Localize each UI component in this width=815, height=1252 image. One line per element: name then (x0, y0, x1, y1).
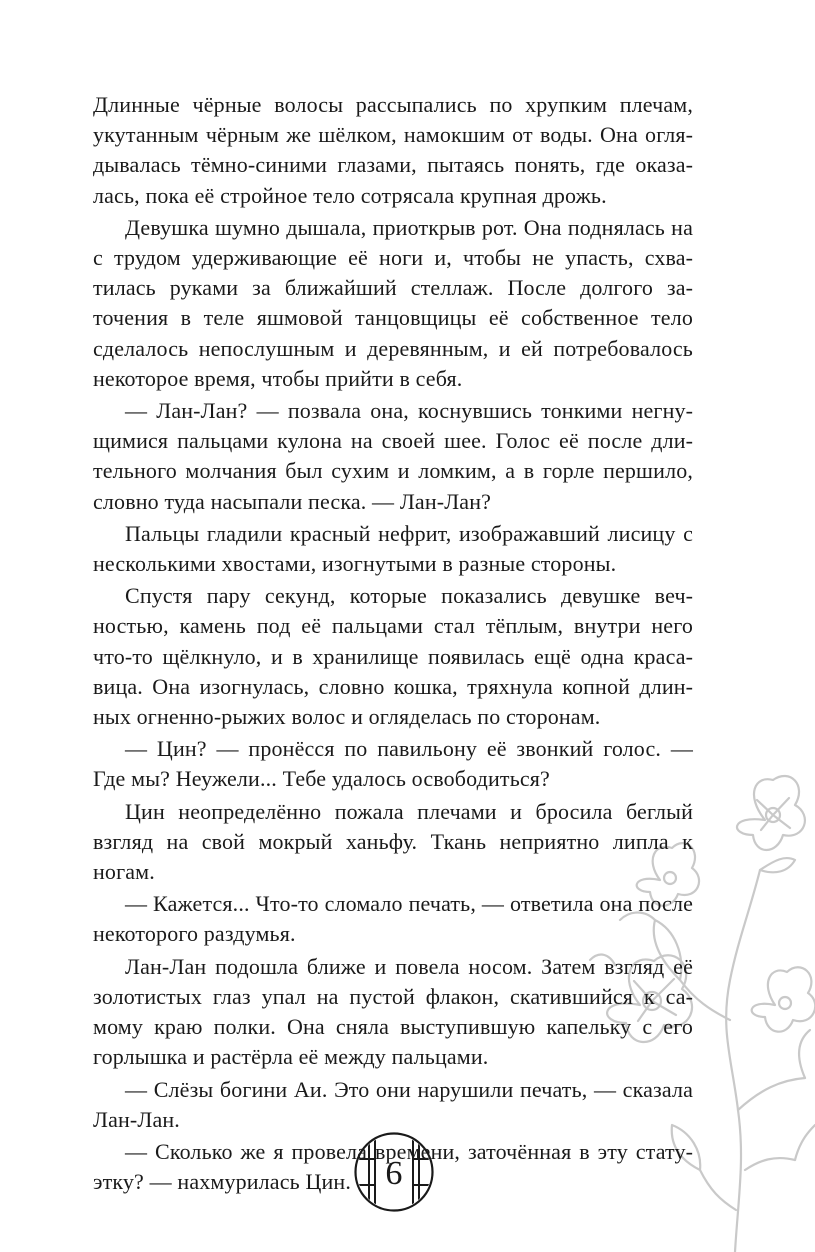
page-number-badge (353, 1131, 435, 1213)
paragraph: — Сколько же я провела времени, заточённая в эту статуэтку? — нахмурилась Цин. (93, 1138, 693, 1195)
paragraph: Спустя пару секунд, которые показались девушке вечностью, камень под её пальцами стал тёплым, внутри него что-то щёлкнуло, и в хранилище появилась ещё одна красавица. Она изогнулась, словно кошка, тряхнула копной длинных огненно-рыжих волос и огляделась по сторонам. (93, 583, 693, 730)
paragraph: — Лан-Лан? — позвала она, коснувшись тонкими негнущимися пальцами кулона на своей шее. Голос её после длительного молчания был сухим и ломким, а в горле першило, словно туда насыпали песка. — Лан-Лан? (93, 398, 693, 514)
paragraph: Цин неопределённо пожала плечами и бросила беглый взгляд на свой мокрый ханьфу. Ткань неприятно липла к ногам. (93, 798, 693, 885)
paragraph: — Цин? — пронёсся по павильону её звонкий голос. — Где мы? Неужели... Тебе удалось освободиться? (93, 736, 693, 792)
paragraph: Девушка шумно дышала, приоткрыв рот. Она поднялась на с трудом удерживающие её ноги и, чтобы не упасть, схватилась руками за ближайший стеллаж. После долгого заточения в теле яшмовой танцовщицы её собственное тело сделалось непослушным и деревянным, и ей потребовалось некоторое время, чтобы прийти в себя. (93, 214, 693, 391)
page-number: 9 (385, 1154, 403, 1191)
paragraph: Длинные чёрные волосы рассыпались по хрупким плечам, укутанным чёрным же шёлком, намокшим от воды. Она оглядывалась тёмно-синими глазами, пытаясь понять, где оказалась, пока её стройное тело сотрясала крупная дрожь. (93, 92, 693, 208)
paragraph: Лан-Лан подошла ближе и повела носом. Затем взгляд её золотистых глаз упал на пустой флакон, скатившийся к самому краю полки. Она сняла выступившую капельку с его горлышка и растёрла её между пальцами. (93, 953, 693, 1070)
paragraph: — Слёзы богини Аи. Это они нарушили печать, — сказала Лан-Лан. (93, 1076, 693, 1132)
page-body-text (93, 90, 693, 1199)
paragraph: — Кажется... Что-то сломало печать, — ответила она после некоторого раздумья. (93, 891, 693, 947)
paragraph: Пальцы гладили красный нефрит, изображавший лисицу с несколькими хвостами, изогнутыми в разные стороны. (93, 520, 693, 577)
